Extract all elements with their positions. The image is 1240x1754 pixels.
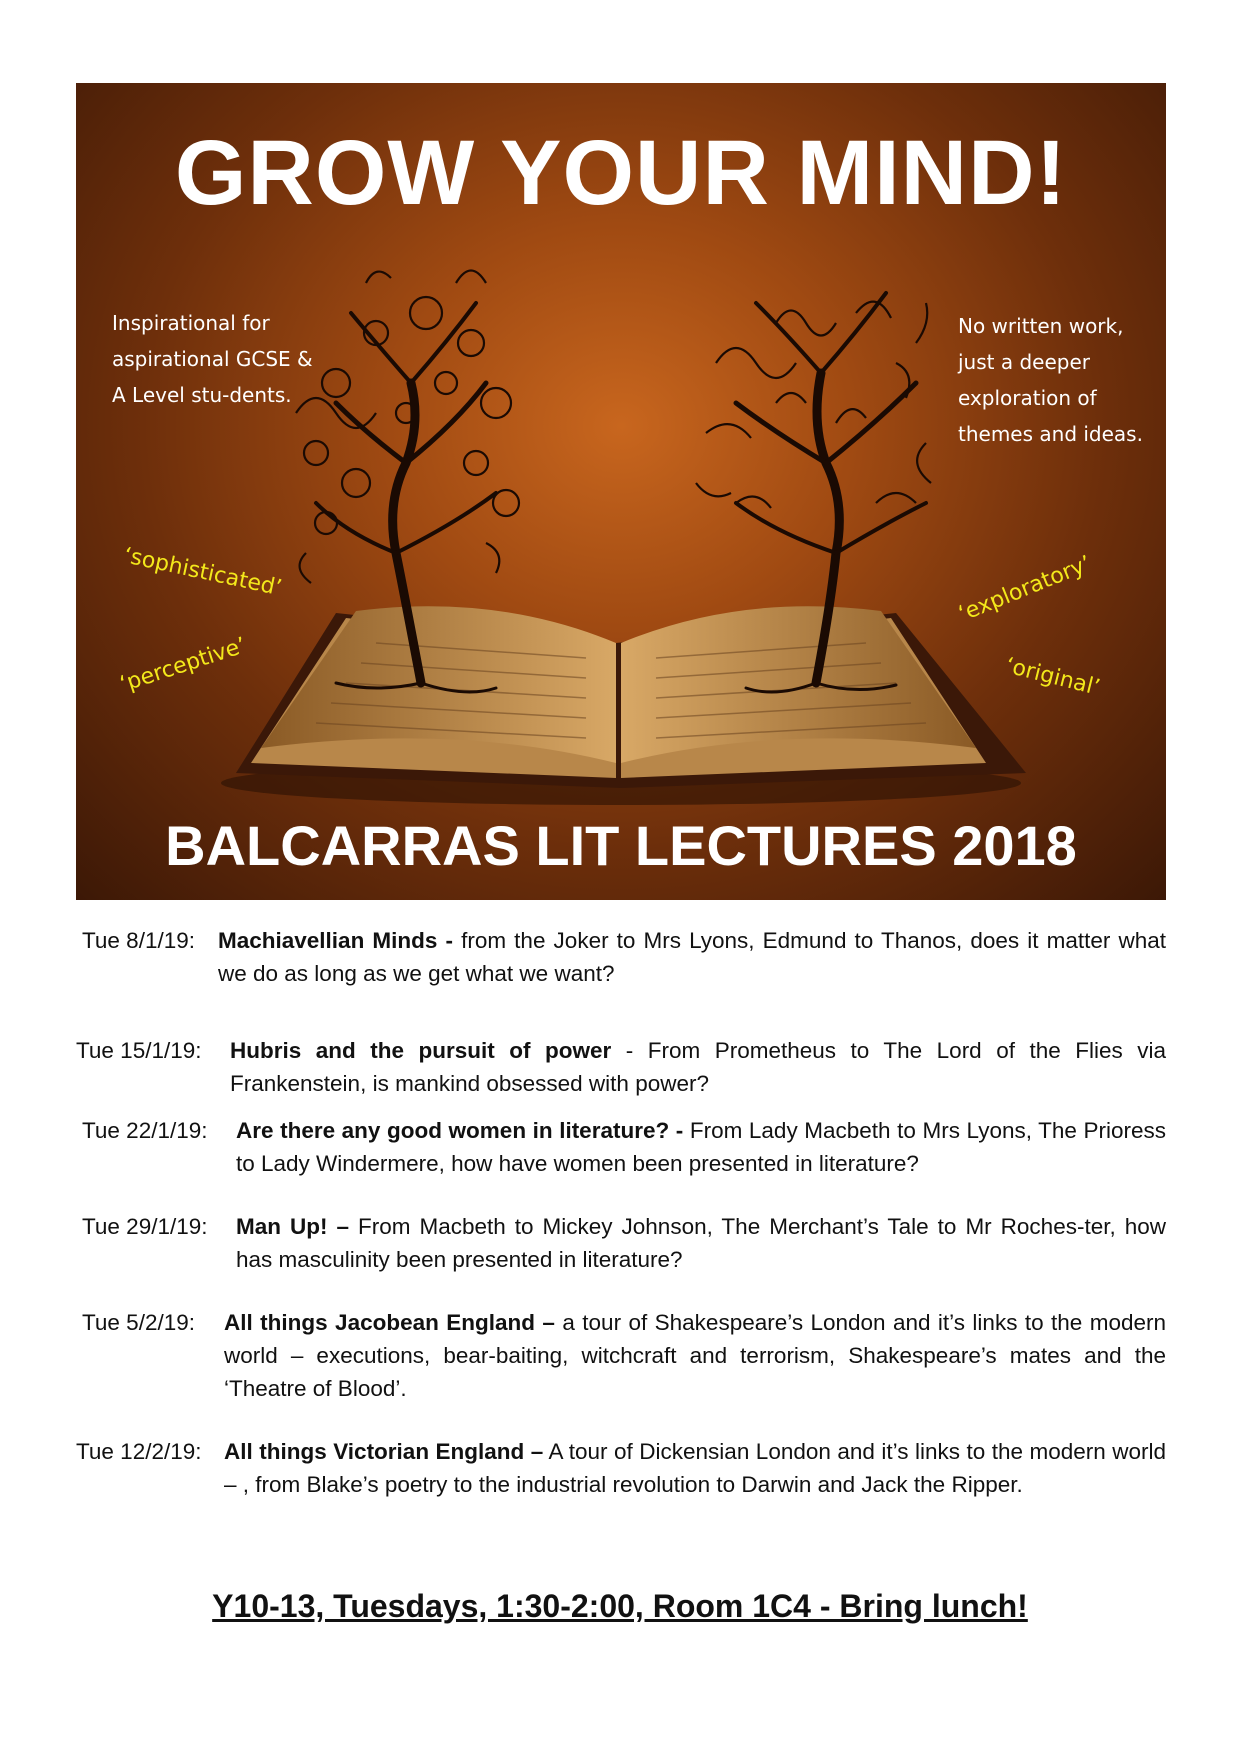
- lecture-item: [76, 1114, 1166, 1180]
- lecture-item: [76, 1435, 1166, 1501]
- event-details-tagline: Y10-13, Tuesdays, 1:30-2:00, Room 1C4 - Bring lunch!: [212, 1588, 1028, 1624]
- lecture-body: [76, 1306, 1166, 1405]
- lecture-item: [76, 924, 1166, 990]
- lecture-title: Are there any good women in literature? -: [236, 1118, 684, 1143]
- lecture-date: Tue 29/1/19:: [82, 1214, 208, 1239]
- lecture-date: Tue 8/1/19:: [82, 928, 195, 953]
- lecture-item: [76, 1034, 1166, 1100]
- lecture-date: Tue 22/1/19:: [82, 1118, 208, 1143]
- poster-footer-title: BALCARRAS LIT LECTURES 2018: [165, 814, 1077, 877]
- lecture-title: Hubris and the pursuit of power: [230, 1038, 612, 1063]
- lecture-date: Tue 15/1/19:: [76, 1038, 202, 1063]
- lecture-schedule: [76, 924, 1166, 1501]
- lecture-description: - From Prometheus to The Lord of the Flies via Frankenstein, is mankind obsessed with power?: [230, 1038, 1166, 1096]
- quote-perceptive: ‘perceptive’: [117, 633, 250, 698]
- lecture-date: Tue 5/2/19:: [82, 1310, 195, 1335]
- lecture-body: [76, 1210, 1166, 1276]
- lecture-description: From Macbeth to Mickey Johnson, The Merchant’s Tale to Mr Roches-ter, how has masculinity been presented in literature?: [236, 1214, 1166, 1272]
- lecture-body: [76, 924, 1166, 990]
- poster-right-text: No written work, just a deeper exploration of themes and ideas.: [958, 314, 1143, 446]
- lecture-description: a tour of Shakespeare’s London and it’s links to the modern world – executions, bear-baiting, witchcraft and terrorism, Shakespeare’s mates and the ‘Theatre of Blood’.: [224, 1310, 1166, 1401]
- quote-exploratory: ‘exploratory’: [955, 551, 1095, 628]
- lecture-body: [76, 1034, 1166, 1100]
- lecture-item: [76, 1210, 1166, 1276]
- quote-original: ‘original’: [1002, 653, 1103, 701]
- lecture-title: All things Jacobean England –: [224, 1310, 555, 1335]
- lecture-description: From Lady Macbeth to Mrs Lyons, The Prioress to Lady Windermere, how have women been presented in literature?: [236, 1118, 1166, 1176]
- lecture-item: [76, 1306, 1166, 1405]
- lecture-title: All things Victorian England –: [224, 1439, 544, 1464]
- lecture-date: Tue 12/2/19:: [76, 1439, 202, 1464]
- poster-left-text: Inspirational for aspirational GCSE & A Level stu-dents.: [112, 311, 313, 407]
- poster-headline: GROW YOUR MIND!: [174, 122, 1068, 224]
- lecture-description: A tour of Dickensian London and it’s links to the modern world – , from Blake’s poetry to the industrial revolution to Darwin and Jack the Ripper.: [224, 1439, 1166, 1497]
- quote-sophisticated: ‘sophisticated’: [121, 543, 284, 602]
- lecture-body: [76, 1435, 1166, 1501]
- lecture-description: from the Joker to Mrs Lyons, Edmund to Thanos, does it matter what we do as long as we get what we want?: [218, 928, 1167, 986]
- lecture-title: Machiavellian Minds -: [218, 928, 453, 953]
- lecture-body: [76, 1114, 1166, 1180]
- poster-banner: [76, 83, 1166, 900]
- lecture-title: Man Up! –: [236, 1214, 349, 1239]
